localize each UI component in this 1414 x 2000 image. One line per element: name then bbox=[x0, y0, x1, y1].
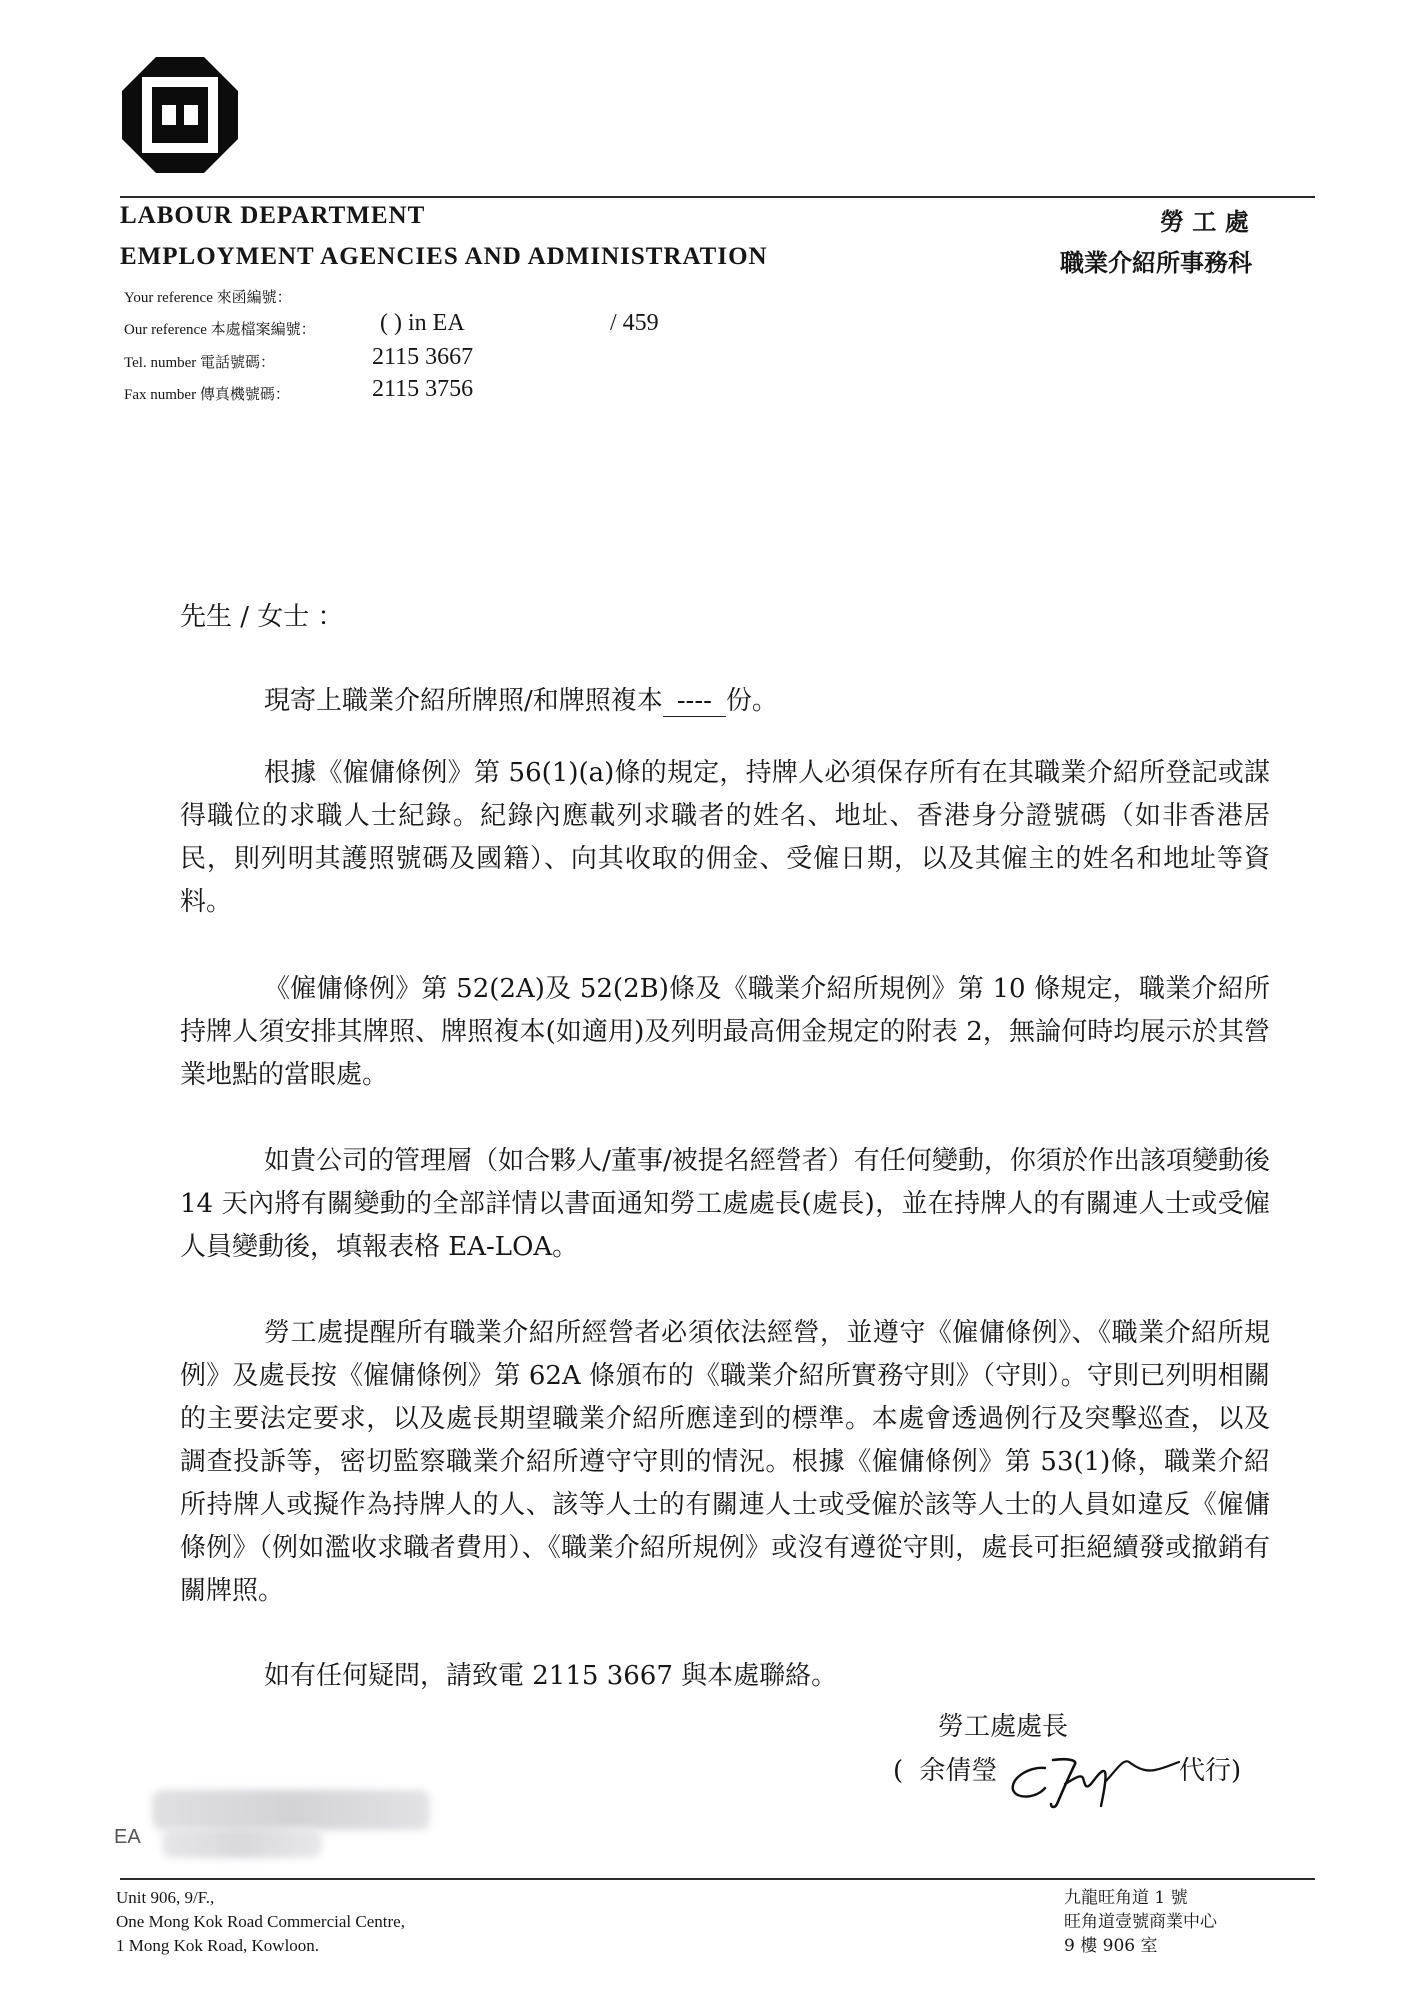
signature-open-paren: ( bbox=[893, 1756, 904, 1786]
division-name-en: EMPLOYMENT AGENCIES AND ADMINISTRATION bbox=[120, 243, 768, 270]
redacted-line-2 bbox=[162, 1828, 322, 1858]
labour-department-logo-icon bbox=[120, 55, 240, 175]
redacted-ea-reference: EA bbox=[114, 1826, 141, 1848]
footer-address-zh bbox=[1064, 1886, 1217, 1958]
footer-zh-line-3: 9 樓 906 室 bbox=[1064, 1936, 1158, 1956]
paragraph-display: 《僱傭條例》第 52(2A)及 52(2B)條及《職業介紹所規例》第 10 條規定，職業介紹所持牌人須安排其牌照、牌照複本(如適用)及列明最高佣金規定的附表 2，無論何時均展示於其營業地點的當眼處。 bbox=[180, 974, 1270, 1090]
our-reference-label: Our reference 本處檔案編號： bbox=[124, 322, 316, 338]
footer-address-en bbox=[116, 1886, 405, 1958]
footer-zh-line-2: 旺角道壹號商業中心 bbox=[1064, 1912, 1217, 1932]
fax-value: 2115 3756 bbox=[372, 376, 474, 402]
signature-title: 勞工處處長 bbox=[938, 1712, 1069, 1742]
fax-label: Fax number 傳真機號碼： bbox=[124, 387, 290, 403]
redacted-line-1 bbox=[152, 1790, 430, 1830]
department-name-zh: 勞 工 處 bbox=[1160, 207, 1249, 236]
handwritten-signature-icon bbox=[1005, 1738, 1180, 1810]
our-reference-value: ( ) in EA bbox=[380, 310, 465, 336]
salutation: 先生 / 女士 ： bbox=[180, 602, 344, 632]
footer-zh-line-1: 九龍旺角道 1 號 bbox=[1064, 1888, 1188, 1908]
paragraph-enquiries: 如有任何疑問，請致電 2115 3667 與本處聯絡。 bbox=[264, 1661, 838, 1691]
paragraph-enclosure-end: 份。 bbox=[725, 686, 778, 716]
footer-en-line-3: 1 Mong Kok Road, Kowloon. bbox=[116, 1936, 320, 1955]
header-rule bbox=[120, 196, 1315, 198]
copies-blank: ---- bbox=[663, 686, 726, 717]
paragraph-records: 根據《僱傭條例》第 56(1)(a)條的規定，持牌人必須保存所有在其職業介紹所登記或謀得職位的求職人士紀錄。紀錄內應載列求職者的姓名、地址、香港身分證號碼（如非香港居民，則列明其護照號碼及國籍）、向其收取的佣金、受僱日期，以及其僱主的姓名和地址等資料。 bbox=[180, 758, 1270, 917]
paragraph-code-of-practice: 勞工處提醒所有職業介紹所經營者必須依法經營，並遵守《僱傭條例》、《職業介紹所規例》及處長按《僱傭條例》第 62A 條頒布的《職業介紹所實務守則》（守則）。守則已列明相關的主要法定要求，以及處長期望職業介紹所應達到的標準。本處會透過例行及突擊巡查，以及調查投訴等，密切監察職業介紹所遵守守則的情況。根據《僱傭條例》第 53(1)條，職業介紹所持牌人或擬作為持牌人的人、該等人士的有關連人士或受僱於該等人士的人員如違反《僱傭條例》（例如濫收求職者費用）、《職業介紹所規例》或沒有遵從守則，處長可拒絕續發或撤銷有關牌照。 bbox=[180, 1318, 1270, 1606]
your-reference-label: Your reference 來函編號： bbox=[124, 290, 292, 306]
tel-value: 2115 3667 bbox=[372, 344, 474, 370]
signature-acting: 代行) bbox=[1178, 1756, 1242, 1786]
footer-en-line-1: Unit 906, 9/F., bbox=[116, 1888, 215, 1907]
footer-en-line-2: One Mong Kok Road Commercial Centre, bbox=[116, 1912, 405, 1931]
paragraph-management-change: 如貴公司的管理層（如合夥人/董事/被提名經營者）有任何變動，你須於作出該項變動後 14 天內將有關變動的全部詳情以書面通知勞工處處長(處長)，並在持牌人的有關連人士或受僱人員變動後，填報表格 EA-LOA。 bbox=[180, 1146, 1270, 1262]
signatory-name: 余倩瑩 bbox=[919, 1756, 998, 1786]
paragraph-enclosure-text: 現寄上職業介紹所牌照/和牌照複本 bbox=[264, 686, 663, 716]
tel-label: Tel. number 電話號碼： bbox=[124, 355, 276, 371]
division-name-zh: 職業介紹所事務科 bbox=[1060, 248, 1252, 277]
department-name-en: LABOUR DEPARTMENT bbox=[120, 202, 426, 229]
our-reference-suffix: / 459 bbox=[610, 310, 659, 336]
footer-rule bbox=[120, 1878, 1315, 1880]
paragraph-enclosure bbox=[180, 680, 1270, 723]
